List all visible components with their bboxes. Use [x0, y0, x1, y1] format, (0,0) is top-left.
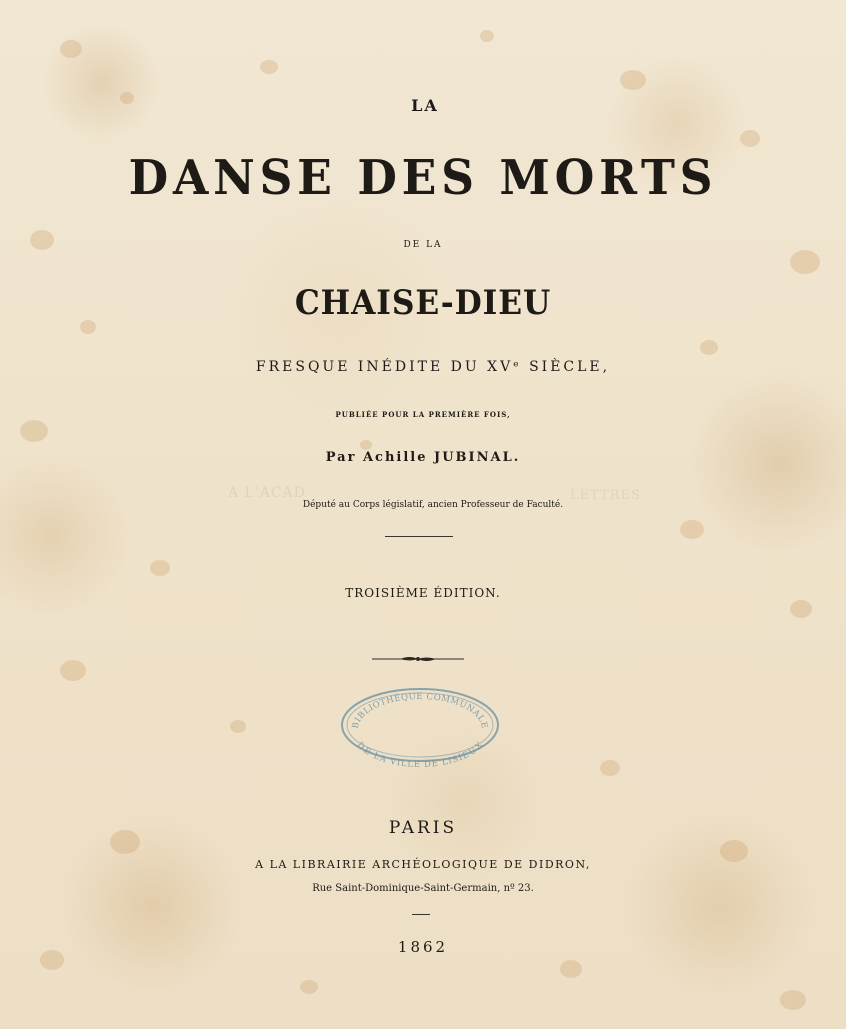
foxing-spot — [150, 560, 170, 576]
main-title: DANSE DES MORTS — [128, 150, 718, 206]
svg-text:DE LA VILLE DE LISIEUX — [355, 740, 486, 767]
separator-rule — [385, 536, 453, 537]
foxing-spot — [60, 660, 86, 681]
title-connector: DE LA — [403, 240, 443, 250]
ornament-divider-icon — [370, 652, 466, 666]
stamp-bottom-text: DE LA VILLE DE LISIEUX — [354, 740, 486, 767]
title-article: LA — [411, 96, 439, 115]
subtitle: CHAISE-DIEU — [294, 283, 552, 323]
author-description: Député au Corps législatif, ancien Professeur de Faculté. — [302, 500, 564, 510]
foxing-spot — [560, 960, 582, 978]
publication-year: 1862 — [397, 938, 449, 956]
foxing-spot — [60, 40, 82, 58]
publication-note: PUBLIÉE POUR LA PREMIÈRE FOIS, — [335, 410, 511, 419]
show-through-left-text: A L'ACAD — [228, 485, 306, 501]
foxing-spot — [480, 30, 494, 42]
foxing-spot — [700, 340, 718, 355]
imprint-place: PARIS — [388, 818, 458, 838]
foxing-spot — [260, 60, 278, 74]
foxing-spot — [790, 250, 820, 274]
imprint-publisher: A LA LIBRAIRIE ARCHÉOLOGIQUE DE DIDRON, — [255, 858, 591, 871]
foxing-spot — [360, 440, 372, 450]
stamp-top-text: BIBLIOTHÈQUE COMMUNALE — [350, 691, 490, 730]
library-stamp-icon — [338, 683, 502, 767]
author-line: Par Achille JUBINAL. — [325, 450, 521, 465]
foxing-spot — [20, 420, 48, 442]
foxing-spot — [740, 130, 760, 147]
foxing-spot — [780, 990, 806, 1010]
show-through-right-text: LETTRES — [570, 488, 641, 503]
foxing-spot — [230, 720, 246, 733]
work-description: FRESQUE INÉDITE DU XVᵉ SIÈCLE, — [255, 359, 611, 375]
short-rule — [412, 914, 430, 915]
foxing-spot — [620, 70, 646, 90]
imprint-address: Rue Saint-Dominique-Saint-Germain, nº 23. — [312, 883, 534, 894]
foxing-spot — [680, 520, 704, 539]
edition-label: TROISIÈME ÉDITION. — [345, 586, 501, 600]
foxing-spot — [600, 760, 620, 776]
foxing-spot — [790, 600, 812, 618]
foxing-spot — [300, 980, 318, 994]
